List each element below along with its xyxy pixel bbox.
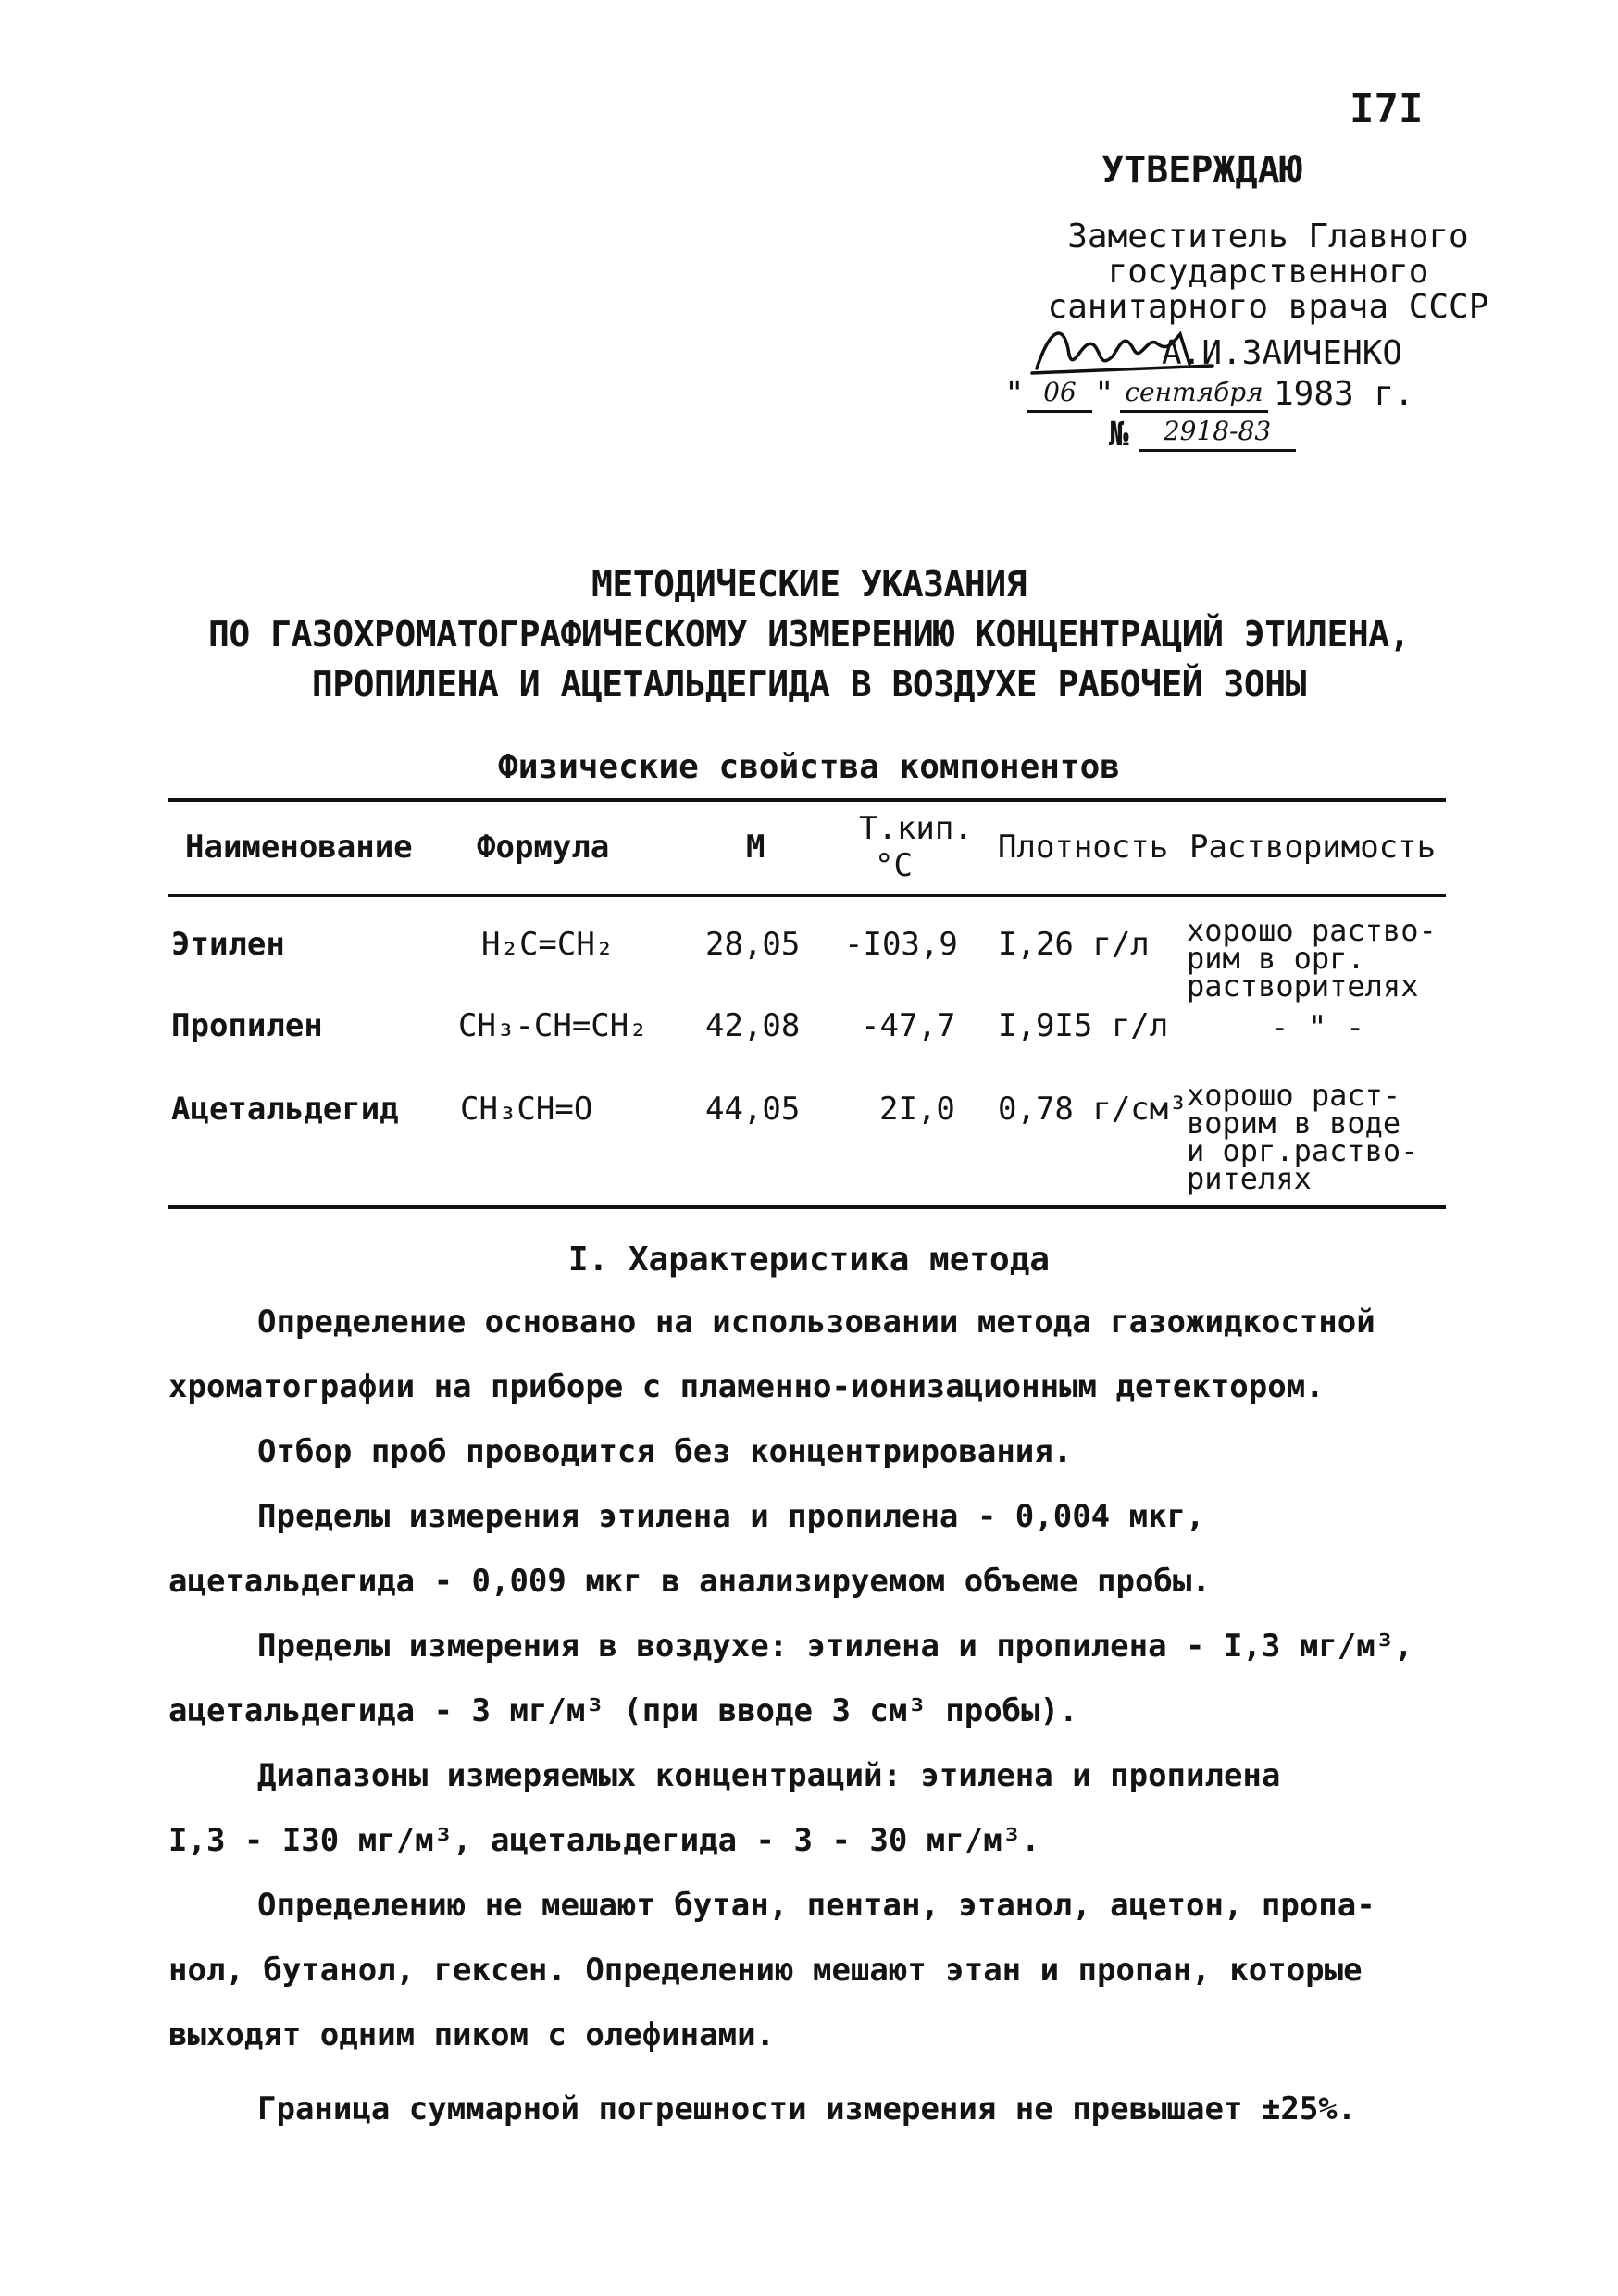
- approval-heading: УТВЕРЖДАЮ: [1101, 149, 1302, 192]
- cell-bp: -47,7: [861, 1007, 956, 1044]
- header-density: Плотность: [998, 829, 1169, 866]
- paragraph-line: Определению не мешают бутан, пентан, этанол, ацетон, пропа-: [257, 1887, 1375, 1924]
- title-line: ПО ГАЗОХРОМАТОГРАФИЧЕСКОМУ ИЗМЕРЕНИЮ КОНЦЕНТРАЦИЙ ЭТИЛЕНА,: [208, 614, 1410, 655]
- paragraph-line: хроматографии на приборе с пламенно-ионизационным детектором.: [168, 1368, 1325, 1405]
- paragraph-line: Отбор проб проводится без концентрирования.: [257, 1433, 1073, 1470]
- approver-name: А.И.ЗАИЧЕНКО: [1162, 334, 1403, 372]
- signature-row: [1000, 331, 1537, 371]
- title-line: МЕТОДИЧЕСКИЕ УКАЗАНИЯ: [591, 564, 1027, 605]
- date-month: сентября: [1120, 375, 1268, 413]
- header-name: Наименование: [185, 829, 413, 866]
- paragraph-line: выходят одним пиком с олефинами.: [168, 2016, 776, 2053]
- approval-number: 2918-83: [1139, 414, 1296, 452]
- paragraph-line: I,3 - I30 мг/м³, ацетальдегида - 3 - 30 мг/м³.: [168, 1822, 1040, 1859]
- cell-m: 42,08: [705, 1007, 801, 1044]
- date-day: 06: [1027, 375, 1092, 413]
- paragraph-line: Диапазоны измеряемых концентраций: этилена и пропилена: [257, 1757, 1281, 1794]
- document-title: [0, 559, 1618, 709]
- table-bottom-rule: [168, 1205, 1446, 1209]
- section-heading: I. Характеристика метода: [567, 1241, 1051, 1279]
- paragraph-line: Пределы измерения этилена и пропилена - 0,004 мкг,: [257, 1498, 1205, 1535]
- date-year: 1983 г.: [1274, 375, 1414, 413]
- cell-name: Пропилен: [171, 1007, 323, 1044]
- cell-formula: CH₃-CH=CH₂: [458, 1007, 648, 1044]
- approval-line: государственного: [1107, 253, 1429, 291]
- paragraph-line: ацетальдегида - 0,009 мкг в анализируемом объеме пробы.: [168, 1563, 1211, 1600]
- cell-name: Этилен: [171, 926, 285, 963]
- number-sign: №: [1109, 416, 1129, 454]
- cell-bp: 2I,0: [879, 1091, 955, 1128]
- paragraph-line: нол, бутанол, гексен. Определению мешают этан и пропан, которые: [168, 1952, 1363, 1989]
- paragraph-line: ацетальдегида - 3 мг/м³ (при вводе 3 см³ пробы).: [168, 1692, 1078, 1729]
- paragraph-line: Определение основано на использовании метода газожидкостной: [257, 1304, 1375, 1341]
- approval-line: Заместитель Главного: [1067, 218, 1469, 256]
- header-m: М: [746, 829, 765, 866]
- paragraph-line: Пределы измерения в воздухе: этилена и пропилена - I,3 мг/м³,: [257, 1628, 1413, 1665]
- cell-m: 28,05: [705, 926, 801, 963]
- cell-name: Ацетальдегид: [171, 1091, 399, 1128]
- approval-number-row: [1000, 412, 1537, 453]
- header-bp: Т.кип.: [859, 810, 973, 847]
- cell-formula: CH₃CH=O: [460, 1091, 593, 1128]
- title-line: ПРОПИЛЕНА И АЦЕТАЛЬДЕГИДА В ВОЗДУХЕ РАБОЧЕЙ ЗОНЫ: [311, 664, 1307, 705]
- cell-density: 0,78 г/см³: [998, 1091, 1188, 1128]
- cell-density: I,9I5 г/л: [998, 1007, 1169, 1044]
- cell-solubility: хорошо раст- ворим в воде и орг.раство- рителях: [1187, 1078, 1419, 1196]
- approval-block: [1000, 149, 1537, 454]
- table-header-rule: [168, 894, 1446, 897]
- date-quote: ": [1004, 375, 1025, 413]
- paragraph-line: Граница суммарной погрешности измерения не превышает ±25%.: [257, 2090, 1357, 2128]
- approval-line: санитарного врача СССР: [1047, 288, 1489, 326]
- cell-solubility: хорошо раство- рим в орг. растворителях: [1187, 913, 1437, 1004]
- cell-formula: H₂C=CH₂: [481, 926, 615, 963]
- table-caption: Физические свойства компонентов: [498, 748, 1120, 786]
- date-quote: ": [1094, 375, 1114, 413]
- cell-m: 44,05: [705, 1091, 801, 1128]
- header-bp-unit: °C: [875, 847, 913, 884]
- cell-bp: -I03,9: [844, 926, 958, 963]
- page-number: I7I: [1350, 85, 1424, 132]
- table-top-rule: [168, 798, 1446, 802]
- approval-date: [1000, 371, 1537, 412]
- cell-density: I,26 г/л: [998, 926, 1150, 963]
- header-formula: Формула: [477, 829, 610, 866]
- cell-solubility: - " -: [1270, 1009, 1365, 1046]
- header-solubility: Растворимость: [1189, 829, 1437, 866]
